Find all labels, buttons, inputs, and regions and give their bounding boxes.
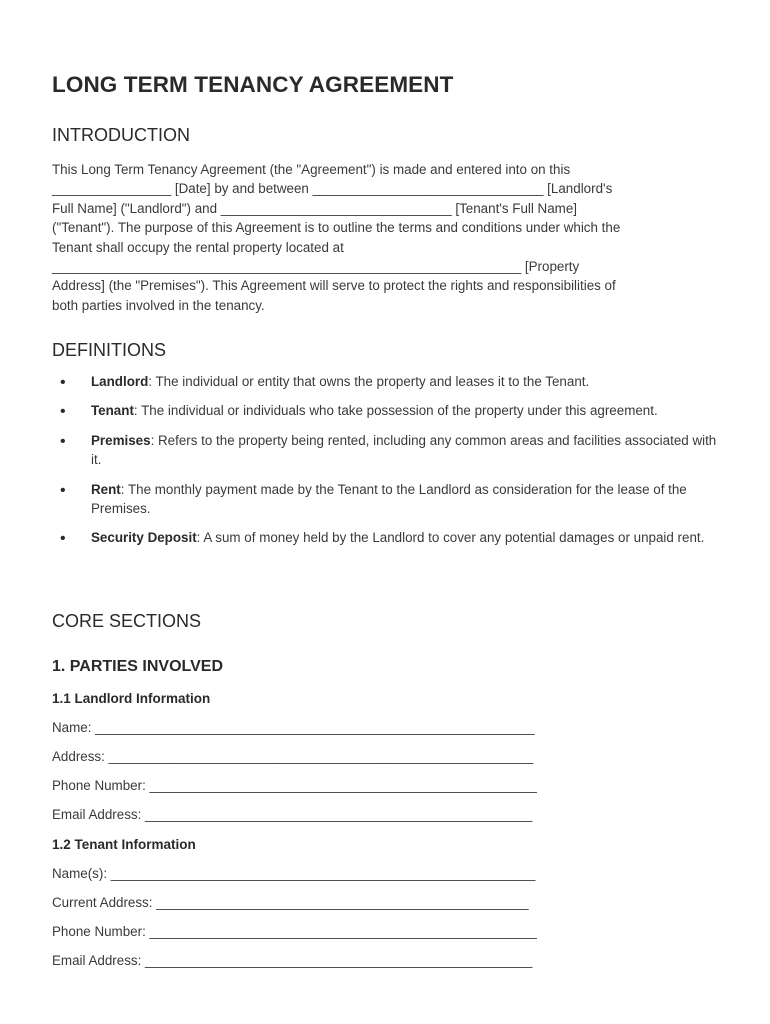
- definition-term: Landlord: [91, 374, 149, 389]
- introduction-line: _______________________________________________________________ [Property: [52, 259, 580, 275]
- definition-term: Premises: [91, 432, 151, 448]
- bullet-icon: •: [60, 530, 66, 548]
- parties-involved-heading: 1. PARTIES INVOLVED: [52, 658, 223, 675]
- introduction-line: ________________ [Date] by and between _______________________________ [Landlord's: [52, 181, 613, 197]
- definition-term: Security Deposit: [91, 530, 197, 546]
- definition-text: : The individual or entity that owns the property and leases it to the Tenant.: [148, 374, 590, 389]
- landlord-phone-field[interactable]: Phone Number: ____________________________________________________: [52, 778, 537, 793]
- definition-text: : The monthly payment made by the Tenant to the Landlord as consideration for the lease of the Premises.: [91, 481, 687, 517]
- definition-term: Tenant: [91, 403, 134, 419]
- landlord-address-field[interactable]: Address: _________________________________________________________: [52, 749, 534, 764]
- bullet-icon: •: [60, 403, 66, 421]
- introduction-line: both parties involved in the tenancy.: [52, 297, 265, 313]
- list-item: [52, 431, 722, 470]
- landlord-name-field[interactable]: Name: ___________________________________________________________: [52, 720, 535, 735]
- bullet-icon: •: [60, 432, 66, 450]
- landlord-email-field[interactable]: Email Address: ____________________________________________________: [52, 807, 533, 822]
- tenant-email-field[interactable]: Email Address: ____________________________________________________: [52, 953, 533, 968]
- bullet-icon: •: [60, 374, 66, 391]
- landlord-information-heading: 1.1 Landlord Information: [52, 691, 211, 706]
- document-title: LONG TERM TENANCY AGREEMENT: [52, 72, 454, 97]
- tenant-information-heading: 1.2 Tenant Information: [52, 837, 196, 852]
- bullet-icon: •: [60, 481, 66, 499]
- list-item: [52, 372, 722, 391]
- definitions-list: [52, 372, 722, 558]
- definition-text: : The individual or individuals who take possession of the property under this agreement.: [133, 403, 658, 419]
- definition-text: : Refers to the property being rented, including any common areas and facilities associated with it.: [91, 432, 717, 468]
- definition-text: : A sum of money held by the Landlord to cover any potential damages or unpaid rent.: [196, 530, 705, 546]
- tenant-phone-field[interactable]: Phone Number: ____________________________________________________: [52, 924, 537, 939]
- introduction-line: Address] (the "Premises"). This Agreement will serve to protect the rights and responsibilities of: [52, 278, 616, 294]
- list-item: [52, 401, 722, 420]
- introduction-line: Full Name] ("Landlord") and _______________________________ [Tenant's Full Name]: [52, 200, 577, 216]
- introduction-line: Tenant shall occupy the rental property located at: [52, 239, 344, 255]
- list-item: [52, 528, 722, 547]
- tenant-name-field[interactable]: Name(s): _________________________________________________________: [52, 866, 536, 881]
- list-item: [52, 480, 722, 519]
- introduction-paragraph: [52, 160, 718, 315]
- definition-term: Rent: [91, 481, 121, 497]
- tenant-address-field[interactable]: Current Address: __________________________________________________: [52, 895, 529, 910]
- definitions-heading: DEFINITIONS: [52, 340, 167, 360]
- introduction-line: ("Tenant"). The purpose of this Agreement is to outline the terms and conditions under which the: [52, 220, 621, 236]
- introduction-line: This Long Term Tenancy Agreement (the "Agreement") is made and entered into on this: [52, 162, 571, 177]
- core-sections-heading: CORE SECTIONS: [52, 611, 202, 631]
- introduction-heading: INTRODUCTION: [52, 125, 190, 145]
